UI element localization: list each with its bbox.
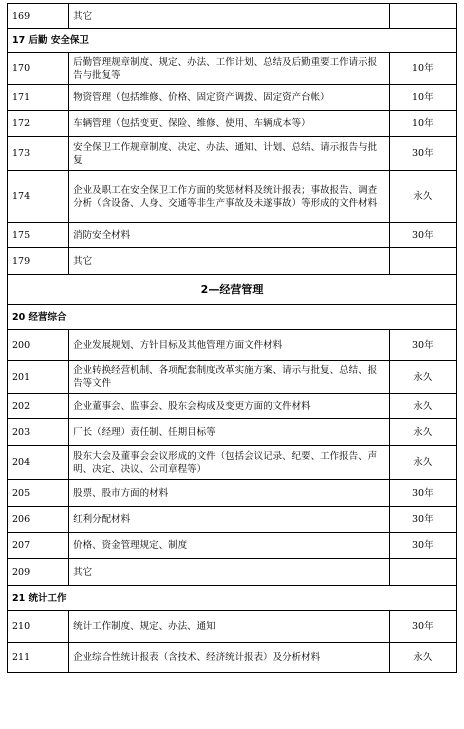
item-description: 企业及职工在安全保卫工作方面的奖惩材料及统计报表；事故报告、调查分析（含设备、人身、交通等非生产事故及未遂事故）等形成的文件材料 [69, 171, 389, 223]
item-description: 安全保卫工作规章制度、决定、办法、通知、计划、总结、请示报告与批复 [69, 137, 389, 171]
retention-period: 永久 [389, 394, 456, 419]
item-description: 企业董事会、监事会、股东会构成及变更方面的文件材料 [69, 394, 389, 419]
table-row [8, 480, 457, 507]
retention-period [389, 4, 456, 29]
item-number: 207 [8, 533, 69, 559]
item-number: 173 [8, 137, 69, 171]
table-row [8, 248, 457, 275]
item-description: 统计工作制度、规定、办法、通知 [69, 611, 389, 643]
item-number: 175 [8, 223, 69, 248]
item-number: 202 [8, 394, 69, 419]
retention-period: 永久 [389, 419, 456, 446]
item-description: 后勤管理规章制度、规定、办法、工作计划、总结及后勤重要工作请示报告与批复等 [69, 53, 389, 85]
retention-schedule-page [7, 3, 457, 673]
item-description: 企业转换经营机制、各项配套制度改革实施方案、请示与批复、总结、报告等文件 [69, 361, 389, 394]
item-number: 172 [8, 111, 69, 137]
item-number: 201 [8, 361, 69, 394]
item-description: 企业发展规划、方针目标及其他管理方面文件材料 [69, 330, 389, 361]
major-heading-row [8, 275, 457, 305]
retention-period: 30年 [389, 533, 456, 559]
retention-period: 30年 [389, 611, 456, 643]
section-heading-row [8, 586, 457, 611]
item-description: 厂长（经理）责任制、任期目标等 [69, 419, 389, 446]
item-description: 股票、股市方面的材料 [69, 480, 389, 507]
retention-period: 永久 [389, 446, 456, 480]
item-number: 203 [8, 419, 69, 446]
section-heading: 20 经营综合 [8, 305, 457, 330]
item-number: 205 [8, 480, 69, 507]
item-description: 红利分配材料 [69, 507, 389, 533]
item-description: 其它 [69, 4, 389, 29]
section-heading-row [8, 305, 457, 330]
table-row [8, 330, 457, 361]
table-row [8, 533, 457, 559]
table-row [8, 85, 457, 111]
table-row [8, 446, 457, 480]
table-row [8, 611, 457, 643]
retention-period: 30年 [389, 137, 456, 171]
table-row [8, 53, 457, 85]
retention-period: 10年 [389, 85, 456, 111]
retention-period: 30年 [389, 507, 456, 533]
item-number: 209 [8, 559, 69, 586]
table-row [8, 643, 457, 673]
item-number: 171 [8, 85, 69, 111]
retention-period [389, 559, 456, 586]
major-heading: 2—经营管理 [8, 275, 457, 305]
table-row [8, 419, 457, 446]
item-description: 股东大会及董事会会议形成的文件（包括会议记录、纪要、工作报告、声明、决定、决议、公司章程等） [69, 446, 389, 480]
retention-period: 30年 [389, 330, 456, 361]
table-row [8, 507, 457, 533]
item-description: 消防安全材料 [69, 223, 389, 248]
retention-period: 30年 [389, 223, 456, 248]
item-description: 其它 [69, 248, 389, 275]
item-description: 企业综合性统计报表（含技术、经济统计报表）及分析材料 [69, 643, 389, 673]
item-description: 车辆管理（包括变更、保险、维修、使用、车辆成本等） [69, 111, 389, 137]
item-number: 204 [8, 446, 69, 480]
table-row [8, 361, 457, 394]
retention-period: 永久 [389, 361, 456, 394]
table-row [8, 111, 457, 137]
retention-table [7, 3, 457, 673]
section-heading: 21 统计工作 [8, 586, 457, 611]
retention-period: 10年 [389, 111, 456, 137]
retention-period: 10年 [389, 53, 456, 85]
item-number: 200 [8, 330, 69, 361]
section-heading: 17 后勤 安全保卫 [8, 29, 457, 53]
retention-period: 永久 [389, 171, 456, 223]
table-row [8, 171, 457, 223]
item-number: 179 [8, 248, 69, 275]
item-description: 价格、资金管理规定、制度 [69, 533, 389, 559]
item-number: 206 [8, 507, 69, 533]
section-heading-row [8, 29, 457, 53]
item-number: 170 [8, 53, 69, 85]
item-description: 其它 [69, 559, 389, 586]
retention-period [389, 248, 456, 275]
item-number: 169 [8, 4, 69, 29]
item-description: 物资管理（包括维修、价格、固定资产调拨、固定资产台帐） [69, 85, 389, 111]
table-row [8, 4, 457, 29]
item-number: 174 [8, 171, 69, 223]
item-number: 211 [8, 643, 69, 673]
retention-period: 30年 [389, 480, 456, 507]
retention-period: 永久 [389, 643, 456, 673]
table-row [8, 137, 457, 171]
table-row [8, 394, 457, 419]
retention-table-body [8, 4, 457, 673]
table-row [8, 223, 457, 248]
item-number: 210 [8, 611, 69, 643]
table-row [8, 559, 457, 586]
